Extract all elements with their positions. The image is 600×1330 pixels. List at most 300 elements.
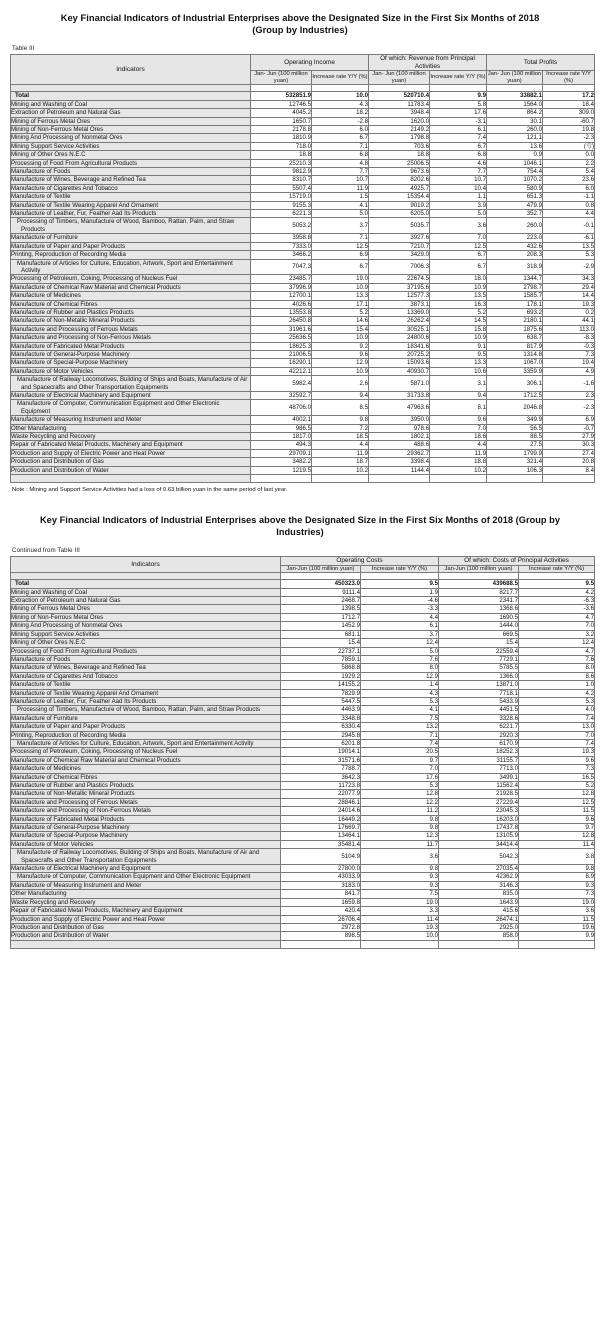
cell-value-2: 8.0 <box>361 664 439 672</box>
cell-value-1: 5104.9 <box>281 849 361 865</box>
cell-value-4: 6.7 <box>430 142 487 150</box>
cell-value-3: 835.0 <box>439 890 519 898</box>
cell-value-1: 5982.4 <box>251 376 312 392</box>
cell-value-4: 4.4 <box>430 441 487 449</box>
cell-value-6: 309.0 <box>543 109 595 117</box>
cell-value-3: 858.0 <box>439 932 519 940</box>
table-row <box>11 756 595 764</box>
cell-value-1: 2972.8 <box>281 923 361 931</box>
cell-value-2: 5.0 <box>361 647 439 655</box>
cell-value-4: 7.0 <box>430 424 487 432</box>
table-row <box>11 613 595 621</box>
bottom-cell <box>487 475 543 483</box>
cell-value-1: 718.0 <box>251 142 312 150</box>
cell-value-5: 754.4 <box>487 168 543 176</box>
cell-value-4: 7.4 <box>430 134 487 142</box>
cell-value-3: 4925.7 <box>369 184 430 192</box>
table1-caption: Table III <box>12 45 35 52</box>
cell-value-5: 260.0 <box>487 218 543 234</box>
cell-value-5: 817.9 <box>487 342 543 350</box>
cell-value-2: 6.9 <box>312 251 369 259</box>
cell-value-2: 5.3 <box>361 697 439 705</box>
cell-value-3: 6170.9 <box>439 739 519 747</box>
cell-value-4: 6.1 <box>430 126 487 134</box>
table-row <box>11 300 595 308</box>
cell-value-6: 5.4 <box>543 168 595 176</box>
cell-value-4: 16.3 <box>430 300 487 308</box>
cell-value-1: 12700.1 <box>251 292 312 300</box>
cell-value-1: 26706.4 <box>281 915 361 923</box>
table-row <box>11 317 595 325</box>
row-label: Manufacture of Non-Metallic Mineral Products <box>11 317 251 325</box>
cell-value-3: 22674.5 <box>369 275 430 283</box>
cell-value-4: 10.4 <box>430 184 487 192</box>
cell-value-3: 15354.4 <box>369 193 430 201</box>
cell-value-2: 5.2 <box>312 308 369 316</box>
cell-value-4: 13.5 <box>430 292 487 300</box>
cell-value-6: -0.3 <box>543 342 595 350</box>
table-row <box>11 424 595 432</box>
table-row <box>11 342 595 350</box>
row-label: Manufacture of Rubber and Plastics Products <box>11 308 251 316</box>
cell-value-3: 3873.1 <box>369 300 430 308</box>
cell-value-6: -0.1 <box>543 218 595 234</box>
row-label: Manufacture of Articles for Culture, Education, Artwork, Sport and Entertainment Activity <box>11 259 251 275</box>
row-label: Manufacture of Foods <box>11 168 251 176</box>
table-row <box>11 275 595 283</box>
cell-value-1: 13464.1 <box>281 832 361 840</box>
cell-value-1: 9111.4 <box>281 588 361 596</box>
cell-value-6: 27.9 <box>543 433 595 441</box>
cell-value-4: 5.8 <box>430 100 487 108</box>
cell-value-6: -1.1 <box>543 193 595 201</box>
cell-value-4: 13.0 <box>519 723 595 731</box>
cell-value-3: 18252.3 <box>439 748 519 756</box>
cell-value-6: 44.1 <box>543 317 595 325</box>
cell-value-4: 1.1 <box>430 193 487 201</box>
row-label: Manufacture of General-Purpose Machinery <box>11 350 251 358</box>
cell-value-3: 3328.6 <box>439 714 519 722</box>
cell-value-6: 2.2 <box>543 159 595 167</box>
cell-value-2: 11.9 <box>312 184 369 192</box>
cell-value-5: 1070.2 <box>487 176 543 184</box>
cell-value-1: 5868.8 <box>281 664 361 672</box>
cell-value-3: 2341.7 <box>439 597 519 605</box>
cell-value-4: 5.3 <box>519 697 595 705</box>
cell-value-3: 7006.3 <box>369 259 430 275</box>
cell-value-4: 3.6 <box>519 907 595 915</box>
cell-value-5: 580.9 <box>487 184 543 192</box>
cell-value-2: 3.3 <box>361 907 439 915</box>
cell-value-1: 7859.1 <box>281 655 361 663</box>
cell-value-2: 18.5 <box>312 433 369 441</box>
row-label: Processing of Petroleum, Coking, Processing of Nucleus Fuel <box>11 748 281 756</box>
cell-value-6: 19.8 <box>543 126 595 134</box>
bottom-cell <box>430 475 487 483</box>
cell-value-3: 1620.0 <box>369 117 430 125</box>
table-row <box>11 441 595 449</box>
cell-value-6: -2.3 <box>543 134 595 142</box>
table-row <box>11 748 595 756</box>
cell-value-2: 7.1 <box>312 142 369 150</box>
table-row <box>11 134 595 142</box>
row-label: Manufacture of Paper and Paper Products <box>11 723 281 731</box>
cell-value-2: 19.0 <box>361 898 439 906</box>
cell-value-2: 8.5 <box>312 400 369 416</box>
cell-value-4: 10.9 <box>430 334 487 342</box>
cell-value-4: 9.1 <box>430 342 487 350</box>
table-row <box>11 605 595 613</box>
cell-value-1: 42212.1 <box>251 367 312 375</box>
table-row <box>11 932 595 940</box>
row-label: Mining of Other Ores N.E.C <box>11 639 281 647</box>
table-row <box>11 664 595 672</box>
cell-value-4: 19.3 <box>519 748 595 756</box>
cell-value-1: 6201.8 <box>281 739 361 747</box>
cell-value-6: -2.3 <box>543 400 595 416</box>
cell-value-2: 11.7 <box>361 840 439 848</box>
table-row <box>11 466 595 474</box>
cell-value-2: 11.4 <box>361 915 439 923</box>
cell-value-6: 13.5 <box>543 242 595 250</box>
cell-value-4: 9.5 <box>430 350 487 358</box>
cell-value-6: 6.0 <box>543 184 595 192</box>
cell-value-5: 2180.1 <box>487 317 543 325</box>
row-label: Manufacture of Motor Vehicles <box>11 367 251 375</box>
cell-value-2: 12.3 <box>361 832 439 840</box>
cell-value-4: -3.6 <box>519 605 595 613</box>
cell-value-5: 864.2 <box>487 109 543 117</box>
cell-value-6: 34.3 <box>543 275 595 283</box>
row-label: Manufacture of Railway Locomotives, Building of Ships and Boats, Manufacture of Air and Spacecrafts and Other Transportation Equipments <box>11 849 281 865</box>
table-row <box>11 126 595 134</box>
table1-body <box>11 85 595 483</box>
cell-value-6: 4.4 <box>543 210 595 218</box>
row-label: Manufacture of Cigarettes And Tobacco <box>11 184 251 192</box>
table1-header-operating-income: Operating Income <box>251 55 369 71</box>
cell-value-4: 9.8 <box>519 865 595 873</box>
cell-value-5: 178.1 <box>487 300 543 308</box>
cell-value-4: 4.6 <box>430 159 487 167</box>
cell-value-4: 7.0 <box>430 234 487 242</box>
cell-value-1: 22077.9 <box>281 790 361 798</box>
cell-value-6: 29.4 <box>543 283 595 291</box>
row-label: Manufacture of Electrical Machinery and Equipment <box>11 865 281 873</box>
cell-value-3: 3146.3 <box>439 881 519 889</box>
cell-value-2: 13.3 <box>312 292 369 300</box>
cell-value-3: 1366.0 <box>439 672 519 680</box>
row-label: Manufacture of Leather, Fur, Feather Aad Its Products <box>11 210 251 218</box>
cell-value-3: 5433.9 <box>439 697 519 705</box>
cell-value-5: 121.1 <box>487 134 543 142</box>
cell-value-4: 11.5 <box>519 915 595 923</box>
row-label: Mining Support Service Activities <box>11 142 251 150</box>
row-label: Processing of Timbers, Manufacture of Wood, Bamboo, Rattan, Palm, and Straw Products <box>11 706 281 714</box>
cell-value-1: 2178.8 <box>251 126 312 134</box>
row-label: Processing of Food From Agricultural Products <box>11 647 281 655</box>
spacer-cell <box>312 85 369 92</box>
cell-value-6: 30.3 <box>543 441 595 449</box>
cell-value-1: 5507.4 <box>251 184 312 192</box>
cell-value-5: 1585.7 <box>487 292 543 300</box>
table2-subheader-costs-rate: Increase rate Y/Y (%) <box>361 565 439 573</box>
table2-title: Key Financial Indicators of Industrial Enterprises above the Designated Size in the First Six Months of 2018 (Group by Industries) <box>40 515 560 537</box>
cell-value-4: 15.8 <box>430 325 487 333</box>
cell-value-2: 9.6 <box>312 350 369 358</box>
cell-value-1: 28846.1 <box>281 798 361 806</box>
cell-value-1: 25636.5 <box>251 334 312 342</box>
cell-value-1: 31571.6 <box>281 756 361 764</box>
cell-value-4: 7.4 <box>519 714 595 722</box>
cell-value-6: 7.3 <box>543 350 595 358</box>
table2-header-operating-costs: Operating Costs <box>281 557 439 566</box>
table2-bottom-row <box>11 940 595 948</box>
cell-value-2: 6.0 <box>312 126 369 134</box>
row-label: Manufacture of Fabricated Metal Products <box>11 815 281 823</box>
spacer-cell <box>281 573 361 580</box>
row-label: Manufacture of Chemical Raw Material and Chemical Products <box>11 756 281 764</box>
cell-value-2: 7.2 <box>312 424 369 432</box>
table2-subheader-principal-rate: Increase rate Y/Y (%) <box>519 565 595 573</box>
cell-value-4: 6.8 <box>430 151 487 159</box>
cell-value-4: 16.5 <box>519 773 595 781</box>
cell-value-1: 7333.0 <box>251 242 312 250</box>
cell-value-4: 4.7 <box>519 647 595 655</box>
cell-value-3: 37195.6 <box>369 283 430 291</box>
row-label: Total <box>11 580 281 588</box>
cell-value-5: 1875.6 <box>487 325 543 333</box>
cell-value-6: 19.4 <box>543 359 595 367</box>
cell-value-1: 35481.4 <box>281 840 361 848</box>
cell-value-6: 14.4 <box>543 292 595 300</box>
cell-value-2: 9.8 <box>312 416 369 424</box>
cell-value-4: 4.7 <box>519 613 595 621</box>
cell-value-1: 1398.5 <box>281 605 361 613</box>
cell-value-3: 3927.6 <box>369 234 430 242</box>
cell-value-1: 8310.7 <box>251 176 312 184</box>
cell-value-1: 1219.5 <box>251 466 312 474</box>
cell-value-1: 4002.1 <box>251 416 312 424</box>
cell-value-1: 22737.1 <box>281 647 361 655</box>
cell-value-1: 898.5 <box>281 932 361 940</box>
cell-value-3: 7713.0 <box>439 765 519 773</box>
cell-value-3: 26262.4 <box>369 317 430 325</box>
cell-value-1: 23485.7 <box>251 275 312 283</box>
row-label: Extraction of Petroleum and Natural Gas <box>11 597 281 605</box>
row-label: Manufacture of Textile Wearing Apparel And Ornament <box>11 201 251 209</box>
cell-value-4: 11.5 <box>519 807 595 815</box>
cell-value-2: 9.3 <box>361 881 439 889</box>
cell-value-2: 9.3 <box>361 873 439 881</box>
cell-value-1: 7047.3 <box>251 259 312 275</box>
cell-value-3: 7729.1 <box>439 655 519 663</box>
cell-value-1: 7829.9 <box>281 689 361 697</box>
cell-value-1: 1810.9 <box>251 134 312 142</box>
cell-value-3: 23045.3 <box>439 807 519 815</box>
cell-value-2: 9.7 <box>361 756 439 764</box>
cell-value-5: 432.6 <box>487 242 543 250</box>
cell-value-3: 15093.6 <box>369 359 430 367</box>
cell-value-3: 8217.7 <box>439 588 519 596</box>
cell-value-1: 18625.3 <box>251 342 312 350</box>
row-label: Manufacture of Chemical Fibres <box>11 773 281 781</box>
cell-value-4: 12.8 <box>519 832 595 840</box>
bottom-cell <box>369 475 430 483</box>
cell-value-6: 27.4 <box>543 449 595 457</box>
table1-header-indicators: Indicators <box>11 55 251 85</box>
cell-value-3: 25006.5 <box>369 159 430 167</box>
row-label: Manufacture of Wines, Beverage and Refined Tea <box>11 664 281 672</box>
cell-value-4: 18.8 <box>430 458 487 466</box>
cell-value-2: 6.7 <box>312 259 369 275</box>
cell-value-4: 11.9 <box>430 449 487 457</box>
cell-value-1: 5053.2 <box>251 218 312 234</box>
cell-value-3: 669.5 <box>439 630 519 638</box>
cell-value-2: 4.3 <box>312 100 369 108</box>
cell-value-3: 29362.7 <box>369 449 430 457</box>
row-label: Manufacture of Electrical Machinery and Equipment <box>11 392 251 400</box>
cell-value-1: 24014.6 <box>281 807 361 815</box>
cell-value-1: 19014.1 <box>281 748 361 756</box>
cell-value-4: 7.4 <box>519 739 595 747</box>
cell-value-4: 12.8 <box>519 790 595 798</box>
row-label: Manufacture of General-Purpose Machinery <box>11 824 281 832</box>
cell-value-4: 12.5 <box>519 798 595 806</box>
cell-value-2: 18.7 <box>312 458 369 466</box>
cell-value-4: 6.7 <box>430 251 487 259</box>
cell-value-1: 6330.4 <box>281 723 361 731</box>
table-row <box>11 798 595 806</box>
cell-value-1: 3958.8 <box>251 234 312 242</box>
cell-value-4: 9.9 <box>430 92 487 100</box>
cell-value-5: 349.9 <box>487 416 543 424</box>
cell-value-6: -2.9 <box>543 259 595 275</box>
cell-value-5: 321.4 <box>487 458 543 466</box>
row-label: Manufacture of Measuring Instrument and Meter <box>11 416 251 424</box>
table-row <box>11 193 595 201</box>
row-label: Manufacture of Leather, Fur, Feather Aad Its Products <box>11 697 281 705</box>
cell-value-2: 3.7 <box>361 630 439 638</box>
cell-value-4: 8.0 <box>519 664 595 672</box>
cell-value-3: 5785.5 <box>439 664 519 672</box>
cell-value-2: 7.1 <box>361 731 439 739</box>
bottom-cell <box>361 940 439 948</box>
cell-value-3: 9019.2 <box>369 201 430 209</box>
cell-value-3: 2149.2 <box>369 126 430 134</box>
table1-spacer-row <box>11 85 595 92</box>
row-label: Manufacture of Chemical Fibres <box>11 300 251 308</box>
row-label: Production and Distribution of Gas <box>11 923 281 931</box>
cell-value-4: 3.2 <box>519 630 595 638</box>
table-row <box>11 334 595 342</box>
row-label: Manufacture of Medicines <box>11 765 281 773</box>
cell-value-1: 420.4 <box>281 907 361 915</box>
table1 <box>10 54 595 483</box>
cell-value-1: 37996.9 <box>251 283 312 291</box>
cell-value-2: 10.7 <box>312 176 369 184</box>
spacer-cell <box>11 85 251 92</box>
row-label: Total <box>11 92 251 100</box>
cell-value-2: 17.1 <box>312 300 369 308</box>
cell-value-1: 9155.3 <box>251 201 312 209</box>
bottom-cell <box>251 475 312 483</box>
cell-value-3: 5035.7 <box>369 218 430 234</box>
table-row <box>11 159 595 167</box>
table-row <box>11 151 595 159</box>
cell-value-2: 19.0 <box>312 275 369 283</box>
cell-value-3: 6205.0 <box>369 210 430 218</box>
cell-value-1: 450323.0 <box>281 580 361 588</box>
cell-value-3: 15.4 <box>439 639 519 647</box>
table-row <box>11 218 595 234</box>
table-row <box>11 449 595 457</box>
row-label: Extraction of Petroleum and Natural Gas <box>11 109 251 117</box>
cell-value-3: 26474.1 <box>439 915 519 923</box>
bottom-cell <box>439 940 519 948</box>
row-label: Repair of Fabricated Metal Products, Machinery and Equipment <box>11 907 281 915</box>
cell-value-2: 7.0 <box>361 765 439 773</box>
cell-value-2: 1.9 <box>361 588 439 596</box>
row-label: Processing of Timbers, Manufacture of Wood, Bamboo, Rattan, Palm, and Straw Products <box>11 218 251 234</box>
cell-value-1: 7788.7 <box>281 765 361 773</box>
cell-value-3: 703.6 <box>369 142 430 150</box>
cell-value-1: 21006.5 <box>251 350 312 358</box>
table-row <box>11 824 595 832</box>
cell-value-1: 1650.7 <box>251 117 312 125</box>
cell-value-2: 1.4 <box>361 681 439 689</box>
cell-value-2: 11.9 <box>312 449 369 457</box>
cell-value-3: 22559.4 <box>439 647 519 655</box>
cell-value-6: 2.3 <box>543 392 595 400</box>
cell-value-4: 14.5 <box>430 317 487 325</box>
row-label: Manufacture of Measuring Instrument and Meter <box>11 881 281 889</box>
bottom-cell <box>312 475 369 483</box>
cell-value-3: 24800.6 <box>369 334 430 342</box>
cell-value-1: 26450.8 <box>251 317 312 325</box>
row-label: Manufacture and Processing of Non-Ferrous Metals <box>11 334 251 342</box>
cell-value-4: 7.6 <box>519 655 595 663</box>
cell-value-1: 12746.5 <box>251 100 312 108</box>
row-label: Mining and Washing of Coal <box>11 100 251 108</box>
table-row <box>11 630 595 638</box>
bottom-cell <box>543 475 595 483</box>
table-row <box>11 400 595 416</box>
cell-value-4: 12.5 <box>430 242 487 250</box>
cell-value-1: 18.8 <box>251 151 312 159</box>
cell-value-3: 21928.5 <box>439 790 519 798</box>
table-row <box>11 597 595 605</box>
cell-value-6: -8.3 <box>543 334 595 342</box>
row-label: Manufacture of Foods <box>11 655 281 663</box>
cell-value-2: 9.2 <box>312 342 369 350</box>
cell-value-3: 3948.4 <box>369 109 430 117</box>
table-row <box>11 782 595 790</box>
cell-value-4: 7.3 <box>519 890 595 898</box>
table1-subheader-income-value: Jan- Jun (100 million yuan) <box>251 71 312 85</box>
cell-value-4: 5.2 <box>519 782 595 790</box>
cell-value-3: 27229.4 <box>439 798 519 806</box>
cell-value-4: 7.0 <box>519 622 595 630</box>
cell-value-2: 20.5 <box>361 748 439 756</box>
table-row <box>11 765 595 773</box>
row-label: Production and Distribution of Water <box>11 932 281 940</box>
table-row <box>11 308 595 316</box>
cell-value-4: 11.4 <box>519 840 595 848</box>
cell-value-1: 6221.3 <box>251 210 312 218</box>
cell-value-4: 1.0 <box>519 681 595 689</box>
cell-value-3: 12577.3 <box>369 292 430 300</box>
cell-value-5: 1344.7 <box>487 275 543 283</box>
